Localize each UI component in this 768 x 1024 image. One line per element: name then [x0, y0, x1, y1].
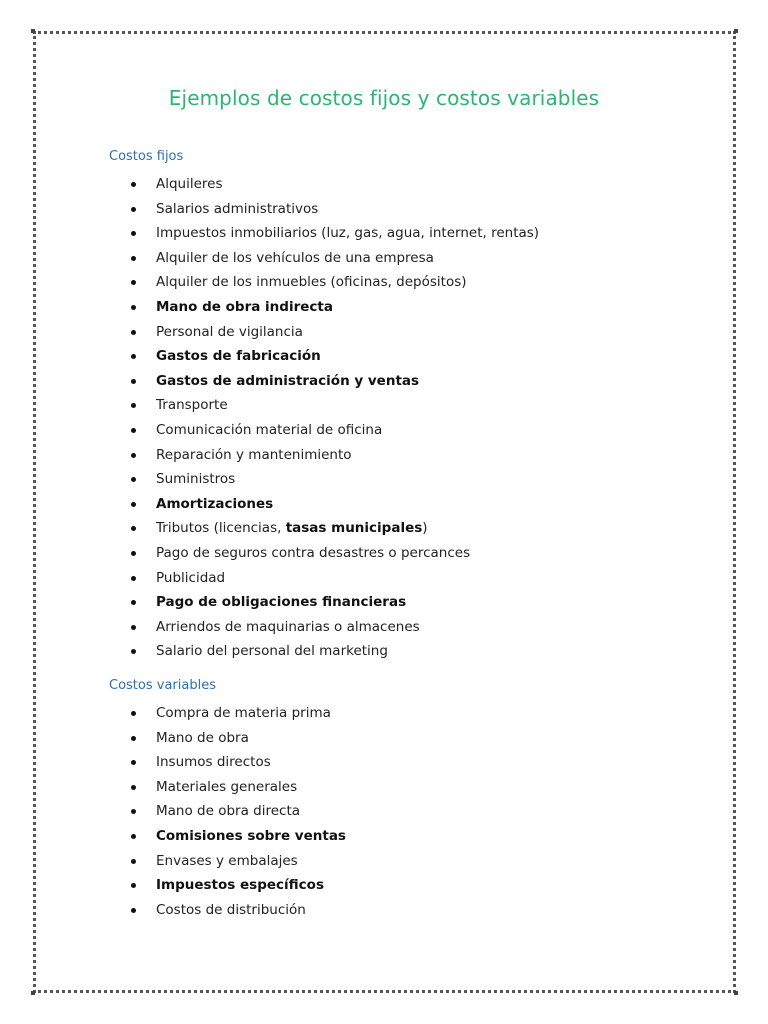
- list-item: [128, 750, 346, 775]
- list-item-text: Costos de distribución: [156, 901, 306, 918]
- list-item-text: Envases y embalajes: [156, 852, 298, 869]
- list-item: [128, 849, 346, 874]
- list-item-text: Compra de materia prima: [156, 705, 331, 721]
- list-item-text-part: ): [422, 520, 428, 537]
- list-item-text: Salarios administrativos: [156, 200, 319, 217]
- list-item-text-part: tasas municipales: [285, 520, 423, 537]
- list-item: [128, 799, 346, 824]
- list-item: [128, 566, 539, 591]
- list-item: [128, 492, 539, 517]
- list-item-text: Alquiler de los inmuebles (oficinas, depósitos): [156, 274, 467, 291]
- list-item: [128, 172, 539, 197]
- list-item: [128, 418, 539, 443]
- bullet-icon: [131, 785, 136, 790]
- bullet-icon: [131, 551, 136, 556]
- list-item: [128, 898, 346, 923]
- section-heading-costos-fijos: Costos fijos: [109, 149, 184, 164]
- bullet-icon: [131, 736, 136, 741]
- list-item-text: Mano de obra: [156, 729, 249, 746]
- bullet-icon: [131, 526, 136, 531]
- bullet-icon: [131, 760, 136, 765]
- bullet-icon: [131, 908, 136, 913]
- page-border-corner-top-left: [31, 29, 35, 33]
- list-item: [128, 221, 539, 246]
- bullet-icon: [131, 354, 136, 359]
- list-item: [128, 467, 539, 492]
- list-item-text: Transporte: [156, 397, 228, 414]
- bullet-icon: [131, 256, 136, 261]
- list-item: [128, 615, 539, 640]
- page-border-corner-bottom-right: [734, 991, 738, 995]
- list-item-text: Publicidad: [156, 569, 226, 586]
- document-title: Ejemplos de costos fijos y costos variables: [168, 86, 600, 110]
- list-item: [128, 873, 346, 898]
- section-heading-costos-variables: Costos variables: [109, 678, 216, 693]
- bullet-icon: [131, 231, 136, 236]
- bullet-icon: [131, 379, 136, 384]
- list-item: [128, 443, 539, 468]
- list-item-text: Comunicación material de oficina: [156, 421, 383, 438]
- list-item: [128, 320, 539, 345]
- list-item: [128, 701, 346, 726]
- list-item-text: Suministros: [156, 471, 236, 488]
- list-item-text: Pago de obligaciones financieras: [156, 594, 407, 611]
- list-item-text: Impuestos inmobiliarios (luz, gas, agua, internet, rentas): [156, 225, 540, 242]
- bullet-icon: [131, 453, 136, 458]
- list-item-text: Reparación y mantenimiento: [156, 446, 352, 463]
- bullet-icon: [131, 403, 136, 408]
- list-item: [128, 295, 539, 320]
- page-border-corner-bottom-left: [31, 991, 35, 995]
- bullet-icon: [131, 711, 136, 716]
- bullet-icon: [131, 625, 136, 630]
- list-item: [128, 197, 539, 222]
- list-item-text: Pago de seguros contra desastres o percances: [156, 544, 471, 561]
- bullet-icon: [131, 305, 136, 310]
- bullet-icon: [131, 809, 136, 814]
- list-item: [128, 369, 539, 394]
- list-item-text: Materiales generales: [156, 778, 298, 795]
- list-item-text: Comisiones sobre ventas: [156, 827, 346, 844]
- bullet-icon: [131, 428, 136, 433]
- list-item: [128, 344, 539, 369]
- list-item-text: Impuestos específicos: [156, 877, 324, 894]
- list-item: [128, 639, 539, 664]
- list-item-text: Insumos directos: [156, 754, 271, 771]
- list-item-text: Amortizaciones: [156, 495, 274, 512]
- list-item: [128, 824, 346, 849]
- list-item-text: Mano de obra indirecta: [156, 298, 333, 315]
- bullet-icon: [131, 883, 136, 888]
- page-border-corner-top-right: [734, 29, 738, 33]
- bullet-icon: [131, 649, 136, 654]
- list-item-text: Salario del personal del marketing: [156, 643, 388, 660]
- bullet-icon: [131, 600, 136, 605]
- list-item-text: Mano de obra directa: [156, 803, 301, 820]
- bullet-icon: [131, 207, 136, 212]
- bullet-icon: [131, 477, 136, 482]
- bullet-icon: [131, 182, 136, 187]
- list-item: [128, 393, 539, 418]
- list-item: [128, 516, 539, 541]
- costos-fijos-list: [128, 172, 539, 664]
- bullet-icon: [131, 502, 136, 507]
- list-item-text: Alquiler de los vehículos de una empresa: [156, 249, 434, 266]
- bullet-icon: [131, 859, 136, 864]
- list-item-text: Arriendos de maquinarias o almacenes: [156, 618, 420, 635]
- bullet-icon: [131, 576, 136, 581]
- bullet-icon: [131, 834, 136, 839]
- costos-variables-list: [128, 701, 346, 922]
- bullet-icon: [131, 330, 136, 335]
- list-item-text: Gastos de administración y ventas: [156, 372, 420, 389]
- list-item-text: Personal de vigilancia: [156, 323, 303, 340]
- list-item: [128, 270, 539, 295]
- list-item-text: Gastos de fabricación: [156, 348, 321, 365]
- list-item-text-part: Tributos (licencias,: [156, 520, 286, 537]
- list-item: [128, 775, 346, 800]
- bullet-icon: [131, 280, 136, 285]
- list-item: [128, 541, 539, 566]
- list-item-text: Alquileres: [156, 176, 223, 192]
- list-item: [128, 726, 346, 751]
- list-item: [128, 590, 539, 615]
- list-item: [128, 246, 539, 271]
